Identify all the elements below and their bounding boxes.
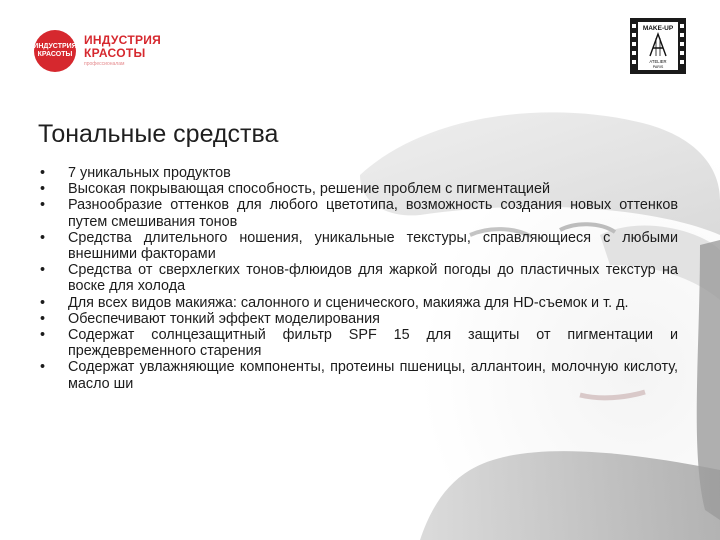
bullet-text: Разнообразие оттенков для любого цветотипа, возможность создания новых оттенков путем смешивания тонов <box>68 197 678 230</box>
makeup-logo-bottom2: PARIS <box>652 65 664 69</box>
bullet-marker: • <box>40 327 46 344</box>
bullet-item <box>36 181 678 197</box>
bullet-marker: • <box>40 310 46 327</box>
bullet-marker: • <box>40 181 46 198</box>
makeup-logo-bottom1: ATELIER <box>649 59 667 64</box>
bullet-marker: • <box>40 165 46 181</box>
brand-tagline: профессионалам <box>84 61 125 67</box>
bullet-marker: • <box>40 262 46 279</box>
bullet-marker: • <box>40 197 46 214</box>
bullet-marker: • <box>40 229 46 246</box>
bullet-item <box>36 197 678 229</box>
bullet-text: Содержат увлажняющие компоненты, протеины пшеницы, аллантоин, молочную кислоту, масло ши <box>68 359 678 392</box>
bullet-text: Для всех видов макияжа: салонного и сценического, макияжа для HD-съемок и т. д. <box>68 294 629 311</box>
makeup-logo-top: MAKE-UP <box>642 25 674 32</box>
bullet-item <box>36 327 678 359</box>
bullet-text: Средства от сверхлегких тонов-флюидов для жаркой погоды до пластичных текстур на воске для холода <box>68 262 678 295</box>
bullet-item <box>36 165 678 181</box>
bullet-text: Средства длительного ношения, уникальные текстуры, справляющиеся с любыми внешними факторами <box>68 229 678 263</box>
bullet-item <box>36 230 678 262</box>
brand-name-line1: ИНДУСТРИЯ <box>84 33 162 47</box>
bullet-item <box>36 295 678 311</box>
bullet-item <box>36 262 678 294</box>
bullet-item <box>36 311 678 327</box>
brand-logo-industriya-krasoty <box>34 30 161 72</box>
slide-title: Тональные средства <box>38 120 279 148</box>
brand-text <box>84 34 161 68</box>
bullet-text: 7 уникальных продуктов <box>68 165 231 181</box>
brand-name-line2: КРАСОТЫ <box>84 46 146 60</box>
bullet-marker: • <box>40 359 46 376</box>
bullet-list <box>36 165 678 392</box>
bullet-marker: • <box>40 294 46 311</box>
bullet-text: Высокая покрывающая способность, решение проблем с пигментацией <box>68 181 550 198</box>
bullet-item <box>36 359 678 391</box>
makeup-atelier-logo <box>630 16 686 76</box>
brand-badge-icon: ИНДУСТРИЯ КРАСОТЫ <box>34 30 76 72</box>
bullet-text: Обеспечивают тонкий эффект моделирования <box>68 310 380 327</box>
bullet-text: Содержат солнцезащитный фильтр SPF 15 для защиты от пигментации и преждевременного старения <box>68 327 678 360</box>
